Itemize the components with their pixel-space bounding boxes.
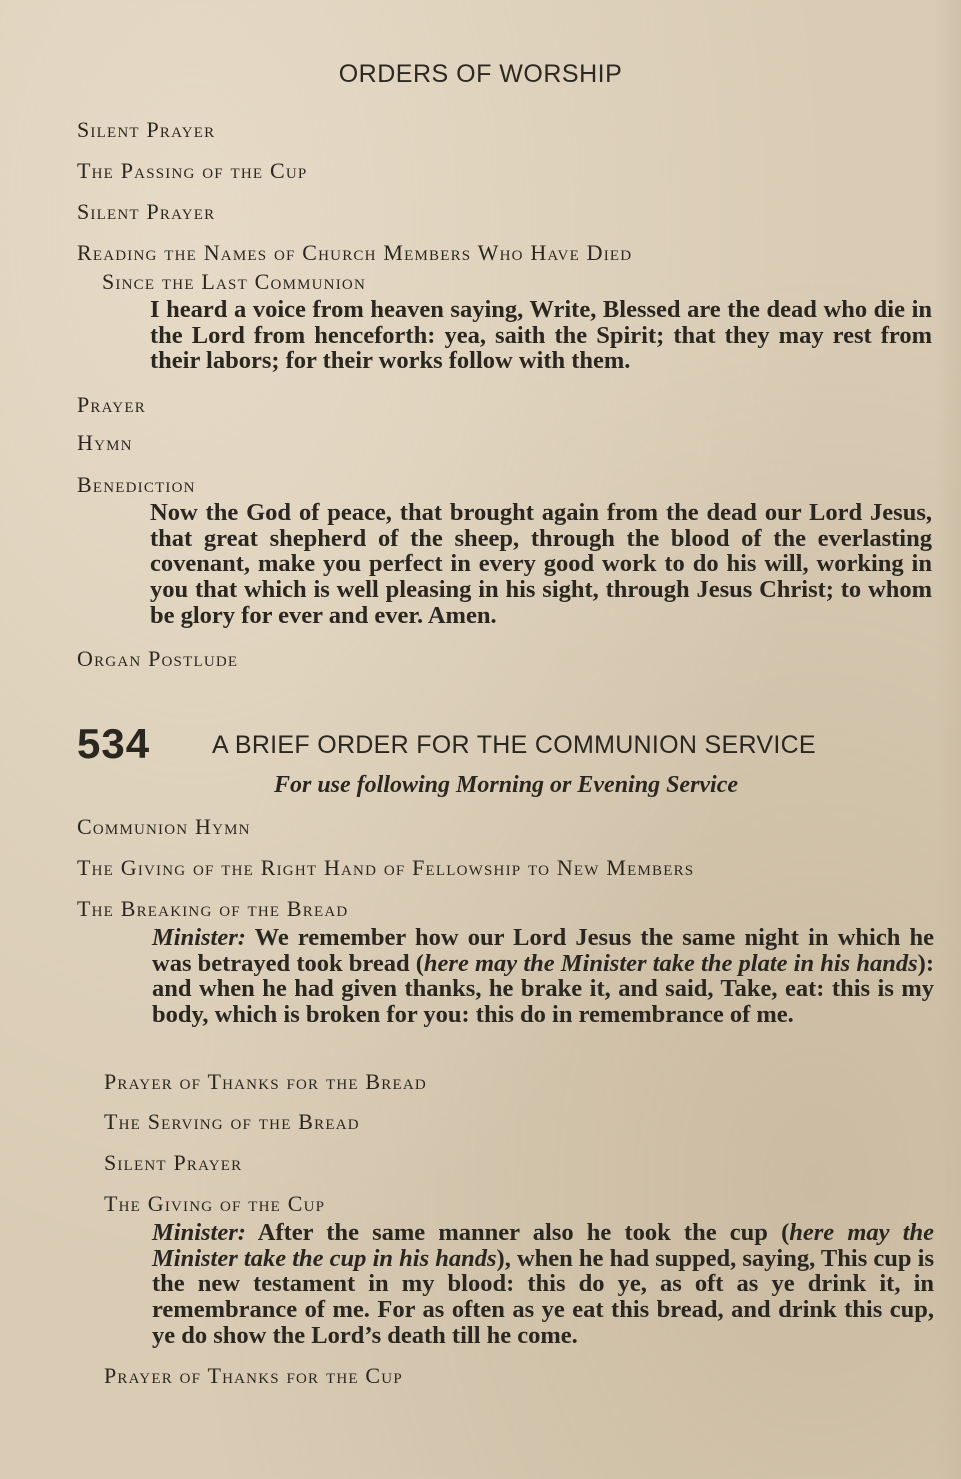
breaking-bread-text bbox=[152, 925, 934, 1028]
hymn-number: 534 bbox=[77, 720, 151, 767]
benediction-heading: Benediction bbox=[77, 472, 196, 497]
section-subtitle: For use following Morning or Evening Service bbox=[273, 772, 739, 798]
right-hand-heading: The Giving of the Right Hand of Fellowship to New Members bbox=[77, 855, 695, 880]
minister-label-bread: Minister: bbox=[152, 924, 246, 951]
prayer-thanks-bread-heading: Prayer of Thanks for the Bread bbox=[104, 1069, 427, 1094]
silent-prayer-heading-3: Silent Prayer bbox=[104, 1150, 243, 1175]
cup-text-part-2: ), when he had supped, saying, This cup is the new testament in my blood: this do ye, as oft as ye drink it, in remembrance of me. For as often as ye eat this bread, and drink this cup, ye do show the Lord’s death till he come. bbox=[152, 1244, 934, 1349]
reading-names-heading-cont: Since the Last Communion bbox=[102, 269, 366, 294]
organ-postlude-heading: Organ Postlude bbox=[77, 646, 239, 671]
page-edge-shadow bbox=[935, 0, 961, 1479]
prayer-heading: Prayer bbox=[77, 392, 146, 417]
cup-rubric: here may the Minister take the cup in his hands bbox=[152, 1219, 935, 1272]
serving-bread-heading: The Serving of the Bread bbox=[104, 1109, 360, 1134]
reading-names-heading: Reading the Names of Church Members Who Have Died bbox=[77, 240, 633, 265]
communion-hymn-heading: Communion Hymn bbox=[77, 814, 251, 839]
silent-prayer-heading-2: Silent Prayer bbox=[77, 199, 216, 224]
giving-cup-text bbox=[152, 1220, 934, 1349]
minister-label-cup: Minister: bbox=[152, 1219, 246, 1246]
benediction-text: Now the God of peace, that brought again from the dead our Lord Jesus, that great shepherd of the sheep, through the blood of the everlasting covenant, make you perfect in every good work to do his will, working in you that which is well pleasing in his sight, through Jesus Christ; to whom be glory for ever and ever. Amen. bbox=[150, 499, 932, 629]
breaking-bread-heading: The Breaking of the Bread bbox=[77, 896, 349, 921]
passing-cup-heading: The Passing of the Cup bbox=[77, 158, 308, 183]
scripture-text: I heard a voice from heaven saying, Write, Blessed are the dead who die in the Lord from henceforth: yea, saith the Spirit; that they may rest from their labors; for their works follow with them. bbox=[150, 296, 932, 375]
bread-rubric: here may the Minister take the plate in his hands bbox=[423, 949, 918, 977]
running-head: ORDERS OF WORSHIP bbox=[338, 60, 623, 88]
silent-prayer-heading-1: Silent Prayer bbox=[77, 117, 216, 142]
hymn-heading: Hymn bbox=[77, 430, 133, 455]
bread-text-part-2: ): and when he had given thanks, he brake it, and said, Take, eat: this is my body, which is broken for you: this do in remembrance of me. bbox=[152, 949, 934, 1029]
section-title: A BRIEF ORDER FOR THE COMMUNION SERVICE bbox=[212, 731, 816, 759]
giving-cup-heading: The Giving of the Cup bbox=[104, 1191, 326, 1216]
prayer-thanks-cup-heading: Prayer of Thanks for the Cup bbox=[104, 1363, 403, 1388]
cup-text-part-1: After the same manner also he took the cup ( bbox=[257, 1219, 790, 1246]
bread-text-part-1: We remember how our Lord Jesus the same night in which he was betrayed took bread ( bbox=[152, 924, 934, 977]
